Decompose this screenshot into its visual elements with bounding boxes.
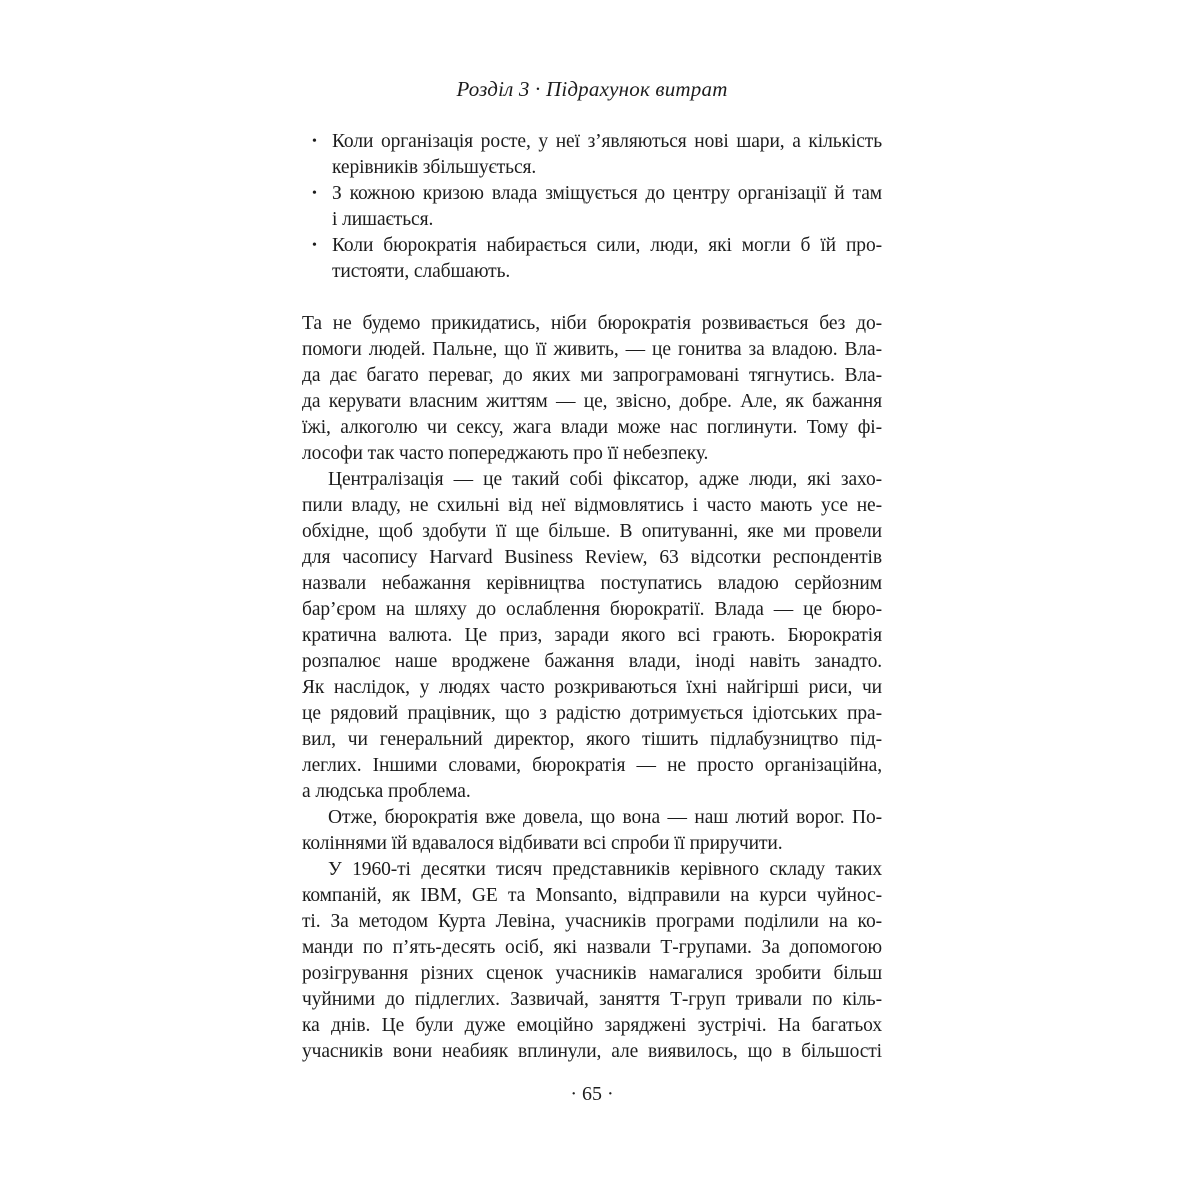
text-line: компаній, як IBM, GE та Monsanto, відправили на курси чуйнос-: [302, 885, 882, 906]
body-paragraph: [302, 311, 882, 467]
text-line: Та не будемо прикидатись, ніби бюрократія розвивається без до-: [302, 313, 882, 334]
bullet-text: [332, 233, 882, 285]
text-line: чуйними до підлеглих. Зазвичай, заняття Т-груп тривали по кіль-: [302, 989, 882, 1010]
bullet-text: [332, 181, 882, 233]
text-line: коліннями їй вдавалося відбивати всі спроби її приручити.: [302, 833, 783, 854]
text-line: це рядовий працівник, що з радістю дотримується ідіотських пра-: [302, 703, 882, 724]
text-line: назвали небажання керівництва поступатись владою серйозним: [302, 573, 882, 594]
text-line: помоги людей. Пальне, що її живить, — це гонитва за владою. Вла-: [302, 339, 882, 360]
text-line: да дає багато переваг, до яких ми запрограмовані тягнутись. Вла-: [302, 365, 882, 386]
text-line: Централізація — це такий собі фіксатор, адже люди, які захо-: [328, 469, 882, 490]
paragraph-list: [302, 311, 882, 1065]
bullet-item: [302, 181, 882, 233]
text-line: і лишається.: [332, 209, 434, 230]
text-line: пили владу, не схильні від неї відмовлятись і часто мають усе не-: [302, 495, 882, 516]
text-line: кратична валюта. Це приз, заради якого всі грають. Бюрократія: [302, 625, 882, 646]
body-paragraph: [302, 805, 882, 857]
text-line: а людська проблема.: [302, 781, 471, 802]
bullet-icon: •: [312, 134, 317, 149]
bullet-icon: •: [312, 238, 317, 253]
text-line: ка днів. Це були дуже емоційно заряджені зустрічі. На багатьох: [302, 1015, 882, 1036]
text-line: да керувати власним життям — це, звісно, добре. Але, як бажання: [302, 391, 882, 412]
page-number: · 65 ·: [570, 1083, 614, 1105]
bullet-text: [332, 129, 882, 181]
text-line: учасників вони неабияк вплинули, але виявилось, що в більшості: [302, 1041, 882, 1062]
chapter-running-header: Розділ 3 · Підрахунок витрат: [456, 77, 728, 101]
body-paragraph: [302, 857, 882, 1065]
text-line: розпалює наше вроджене бажання влади, іноді навіть занадто.: [302, 651, 882, 672]
bullet-list: [302, 129, 882, 285]
text-line: керівників збільшується.: [332, 157, 537, 178]
text-line: обхідне, щоб здобути її ще більше. В опитуванні, яке ми провели: [302, 521, 882, 542]
text-line: З кожною кризою влада зміщується до центру організації й там: [332, 183, 882, 204]
text-line: Коли організація росте, у неї з’являються нові шари, а кількість: [332, 131, 882, 152]
body-paragraph: [302, 467, 882, 805]
text-line: лософи так часто попереджають про її небезпеку.: [302, 443, 709, 464]
text-line: ті. За методом Курта Левіна, учасників програми поділили на ко-: [302, 911, 882, 932]
text-line: манди по п’ять-десять осіб, які назвали Т-групами. За допомогою: [302, 937, 882, 958]
text-line: бар’єром на шляху до ослаблення бюрократії. Влада — це бюро-: [302, 599, 882, 620]
body-text: [302, 129, 882, 1065]
text-line: тистояти, слабшають.: [332, 261, 511, 282]
bullet-icon: •: [312, 186, 317, 201]
text-line: Отже, бюрократія вже довела, що вона — наш лютий ворог. По-: [328, 807, 882, 828]
text-line: для часопису Harvard Business Review, 63 відсотки респондентів: [302, 547, 882, 568]
text-line: Як наслідок, у людях часто розкриваються їхні найгірші риси, чи: [302, 677, 882, 698]
text-line: леглих. Іншими словами, бюрократія — не просто організаційна,: [302, 755, 882, 776]
text-line: Коли бюрократія набирається сили, люди, які могли б їй про-: [332, 235, 882, 256]
bullet-item: [302, 129, 882, 181]
bullet-item: [302, 233, 882, 285]
text-line: вил, чи генеральний директор, якого тішить підлабузництво під-: [302, 729, 882, 750]
text-line: їжі, алкоголю чи сексу, жага влади може нас поглинути. Тому фі-: [302, 417, 882, 438]
text-line: У 1960-ті десятки тисяч представників керівного складу таких: [328, 859, 882, 880]
text-line: розігрування різних сценок учасників намагалися зробити більш: [302, 963, 882, 984]
